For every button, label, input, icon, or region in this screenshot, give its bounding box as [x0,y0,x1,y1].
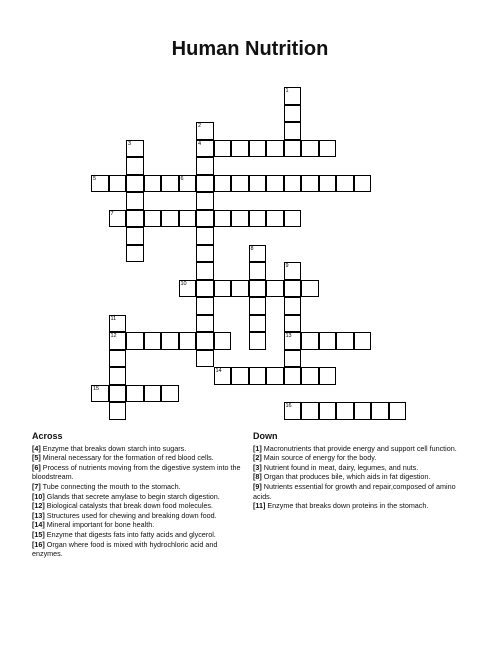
grid-cell[interactable] [214,210,232,228]
grid-cell[interactable] [284,280,302,298]
grid-cell[interactable] [214,140,232,158]
grid-cell[interactable] [161,385,179,403]
grid-cell[interactable] [284,332,302,350]
grid-cell[interactable] [144,175,162,193]
grid-cell[interactable] [231,140,249,158]
clue-text: Process of nutrients moving from the digestive system into the bloodstream. [32,462,241,482]
grid-cell[interactable] [231,175,249,193]
grid-cell[interactable] [301,280,319,298]
grid-cell[interactable] [91,385,109,403]
across-clue [32,520,242,530]
clue-text: Enzyme that breaks down proteins in the stomach. [265,501,429,511]
grid-cell[interactable] [249,140,267,158]
grid-cell[interactable] [249,332,267,350]
grid-cell[interactable] [301,332,319,350]
down-clue [253,501,465,511]
grid-cell[interactable] [319,402,337,420]
clue-text: Mineral necessary for the formation of red blood cells. [40,453,214,463]
grid-cell[interactable] [126,140,144,158]
grid-cell[interactable] [249,245,267,263]
grid-cell[interactable] [109,402,127,420]
grid-cell[interactable] [196,332,214,350]
grid-cell[interactable] [266,175,284,193]
grid-cell[interactable] [266,280,284,298]
clue-number: 2 [198,123,202,129]
grid-cell[interactable] [231,210,249,228]
grid-cell[interactable] [389,402,407,420]
grid-cell[interactable] [196,157,214,175]
down-clue [253,453,465,463]
clue-text: Enzyme that digests fats into fatty acids and glycerol. [44,529,216,539]
grid-cell[interactable] [161,210,179,228]
grid-cell[interactable] [214,332,232,350]
grid-cell[interactable] [284,297,302,315]
clue-number: [1] [253,443,262,453]
grid-cell[interactable] [196,122,214,140]
grid-cell[interactable] [196,280,214,298]
grid-cell[interactable] [284,402,302,420]
grid-cell[interactable] [196,175,214,193]
across-clue [32,501,242,511]
clue-number: 4 [198,140,202,147]
grid-cell[interactable] [301,175,319,193]
grid-cell[interactable] [126,157,144,175]
grid-cell[interactable] [144,385,162,403]
grid-cell[interactable] [196,210,214,228]
clue-number: 12 [110,333,117,339]
grid-cell[interactable] [266,367,284,385]
across-clue [32,511,242,521]
grid-cell[interactable] [249,210,267,228]
grid-cell[interactable] [196,350,214,368]
clue-number: [2] [253,453,262,463]
clue-text: Nutrient found in meat, dairy, legumes, and nuts. [261,462,419,472]
grid-cell[interactable] [249,297,267,315]
grid-cell[interactable] [301,140,319,158]
clue-number: [4] [32,443,41,453]
clue-text: Organ where food is mixed with hydrochloric acid and enzymes. [32,539,218,559]
grid-cell[interactable] [266,210,284,228]
grid-cell[interactable] [284,262,302,280]
grid-cell[interactable] [319,367,337,385]
grid-cell[interactable] [354,332,372,350]
across-clues [32,432,242,559]
grid-cell[interactable] [284,175,302,193]
clue-number: 10 [180,280,187,287]
grid-cell[interactable] [319,140,337,158]
grid-cell[interactable] [179,280,197,298]
grid-cell[interactable] [284,140,302,158]
grid-cell[interactable] [126,332,144,350]
clue-number: [12] [32,501,45,511]
grid-cell[interactable] [284,210,302,228]
grid-cell[interactable] [109,315,127,333]
clue-text: Structures used for chewing and breaking down food. [44,510,217,520]
grid-cell[interactable] [319,175,337,193]
down-clue [253,472,465,482]
across-heading: Across [32,431,63,441]
grid-cell[interactable] [179,210,197,228]
clue-number: 16 [285,403,292,409]
grid-cell[interactable] [126,192,144,210]
grid-cell[interactable] [144,332,162,350]
grid-cell[interactable] [109,367,127,385]
clue-number: [11] [253,501,266,511]
clue-number: [16] [32,539,45,549]
grid-cell[interactable] [109,385,127,403]
grid-cell[interactable] [109,175,127,193]
clue-text: Main source of energy for the body. [261,453,377,463]
grid-cell[interactable] [214,175,232,193]
grid-cell[interactable] [284,87,302,105]
grid-cell[interactable] [126,175,144,193]
down-clue [253,463,465,473]
clue-number: 11 [110,315,117,322]
grid-cell[interactable] [336,402,354,420]
clue-text: Tube connecting the mouth to the stomach. [40,481,181,491]
grid-cell[interactable] [284,350,302,368]
clue-number: [10] [32,491,45,501]
clue-number: [6] [32,462,41,472]
across-clue [32,453,242,463]
grid-cell[interactable] [144,210,162,228]
down-clues [253,432,465,511]
grid-cell[interactable] [126,385,144,403]
grid-cell[interactable] [301,402,319,420]
across-clue [32,463,242,482]
grid-cell[interactable] [161,332,179,350]
clue-number: [13] [32,510,45,520]
clue-number: [5] [32,453,41,463]
clue-number: 8 [250,245,254,252]
clue-number: 14 [215,368,222,374]
clue-text: Enzyme that breaks down starch into sugars. [40,443,187,453]
grid-cell[interactable] [371,402,389,420]
grid-cell[interactable] [249,315,267,333]
clue-number: 15 [93,385,100,392]
clue-text: Mineral important for bone health. [44,520,155,530]
grid-cell[interactable] [249,367,267,385]
across-clue [32,482,242,492]
grid-cell[interactable] [179,175,197,193]
grid-cell[interactable] [284,122,302,140]
clue-number: 3 [128,140,132,147]
clue-text: Nutrients essential for growth and repair,composed of amino acids. [253,481,456,501]
clue-number: 6 [180,175,184,182]
across-clue [32,444,242,454]
grid-cell[interactable] [231,367,249,385]
grid-cell[interactable] [301,367,319,385]
grid-cell[interactable] [336,175,354,193]
clue-text: Macronutrients that provide energy and support cell function. [261,443,457,453]
grid-cell[interactable] [196,297,214,315]
grid-cell[interactable] [109,350,127,368]
grid-cell[interactable] [319,332,337,350]
across-clue [32,492,242,502]
puzzle-title: Human Nutrition [171,38,329,60]
clue-number: [9] [253,481,262,491]
grid-cell[interactable] [196,315,214,333]
clue-number: 1 [285,88,289,94]
across-clue [32,530,242,540]
clue-number: [7] [32,481,41,491]
grid-cell[interactable] [284,367,302,385]
grid-cell[interactable] [126,227,144,245]
grid-cell[interactable] [284,105,302,123]
grid-cell[interactable] [126,245,144,263]
grid-cell[interactable] [161,175,179,193]
grid-cell[interactable] [126,210,144,228]
down-clue [253,444,465,454]
down-heading: Down [253,431,278,441]
clue-number: [3] [253,462,262,472]
grid-cell[interactable] [179,332,197,350]
grid-cell[interactable] [196,192,214,210]
grid-cell[interactable] [214,280,232,298]
grid-cell[interactable] [266,140,284,158]
grid-cell[interactable] [231,280,249,298]
clue-number: 13 [285,333,292,339]
grid-cell[interactable] [249,175,267,193]
clue-number: [14] [32,520,45,530]
grid-cell[interactable] [354,175,372,193]
grid-cell[interactable] [109,332,127,350]
grid-cell[interactable] [249,262,267,280]
clue-number: 5 [93,175,97,182]
clue-text: Biological catalysts that break down food molecules. [44,501,213,511]
grid-cell[interactable] [91,175,109,193]
grid-cell[interactable] [284,315,302,333]
clue-number: [8] [253,472,262,482]
grid-cell[interactable] [354,402,372,420]
clue-text: Glands that secrete amylase to begin starch digestion. [44,491,220,501]
down-clue [253,482,465,501]
clue-number: [15] [32,529,45,539]
grid-cell[interactable] [196,140,214,158]
grid-cell[interactable] [109,210,127,228]
grid-cell[interactable] [249,280,267,298]
grid-cell[interactable] [196,245,214,263]
grid-cell[interactable] [336,332,354,350]
across-clue [32,540,242,559]
clue-number: 7 [110,210,114,217]
grid-cell[interactable] [196,262,214,280]
clue-text: Organ that produces bile, which aids in fat digestion. [261,472,431,482]
grid-cell[interactable] [196,227,214,245]
clue-number: 9 [285,263,289,269]
grid-cell[interactable] [214,367,232,385]
